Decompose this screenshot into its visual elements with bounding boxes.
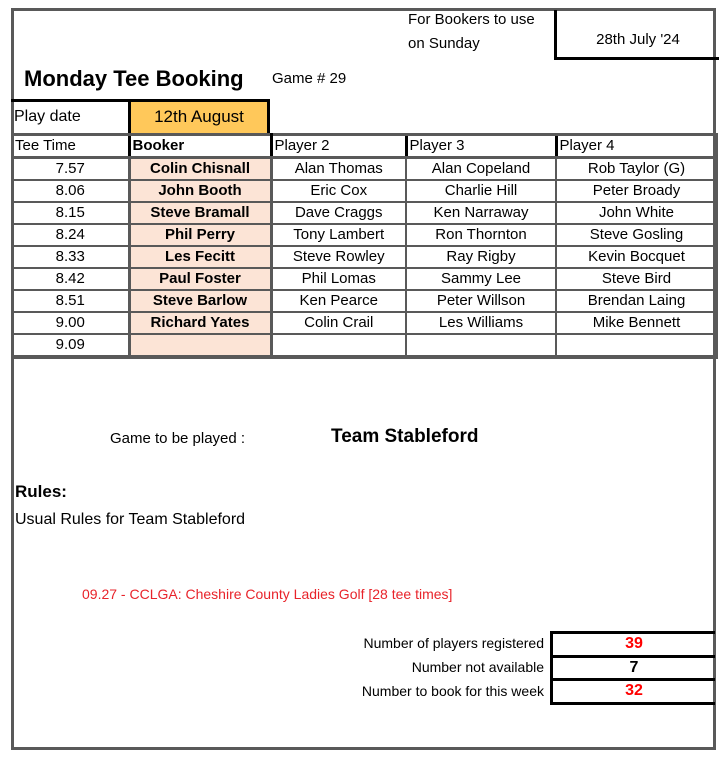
table-row xyxy=(12,268,717,290)
tee-booking-table xyxy=(11,133,718,359)
player-2-cell[interactable]: Dave Craggs xyxy=(271,202,406,224)
player-3-cell[interactable]: Ray Rigby xyxy=(406,246,556,268)
player-4-cell[interactable]: John White xyxy=(556,202,717,224)
player-3-cell[interactable] xyxy=(406,334,556,357)
table-row xyxy=(12,312,717,334)
player-2-cell[interactable]: Phil Lomas xyxy=(271,268,406,290)
header-booker: Booker xyxy=(129,135,271,158)
player-2-cell[interactable]: Tony Lambert xyxy=(271,224,406,246)
booker-cell[interactable]: Les Fecitt xyxy=(129,246,271,268)
booker-cell[interactable]: John Booth xyxy=(129,180,271,202)
tee-time-cell[interactable]: 8.51 xyxy=(12,290,129,312)
table-row xyxy=(12,334,717,357)
stats-block xyxy=(300,631,719,703)
rules-text: Usual Rules for Team Stableford xyxy=(15,511,246,528)
game-value: Team Stableford xyxy=(331,426,479,447)
player-2-cell[interactable]: Steve Rowley xyxy=(271,246,406,268)
header-player-4: Player 4 xyxy=(556,135,717,158)
player-4-cell[interactable]: Brendan Laing xyxy=(556,290,717,312)
notice-text: 09.27 - CCLGA: Cheshire County Ladies Golf [28 tee times] xyxy=(82,586,453,602)
stat-row xyxy=(300,631,719,655)
booker-cell[interactable] xyxy=(129,334,271,357)
stat-label: Number to book for this week xyxy=(361,683,544,699)
booker-cell[interactable]: Richard Yates xyxy=(129,312,271,334)
tee-time-cell[interactable]: 8.24 xyxy=(12,224,129,246)
table-row xyxy=(12,202,717,224)
table-row xyxy=(12,290,717,312)
player-4-cell[interactable]: Mike Bennett xyxy=(556,312,717,334)
player-4-cell[interactable]: Steve Bird xyxy=(556,268,717,290)
player-3-cell[interactable]: Peter Willson xyxy=(406,290,556,312)
table-row xyxy=(12,180,717,202)
bookers-note xyxy=(408,8,535,56)
play-date-cell[interactable]: 12th August xyxy=(128,102,270,133)
bookers-note-line2: on Sunday xyxy=(408,35,480,52)
tee-time-cell[interactable]: 8.33 xyxy=(12,246,129,268)
game-number: Game # 29 xyxy=(272,70,347,87)
player-3-cell[interactable]: Ron Thornton xyxy=(406,224,556,246)
player-3-cell[interactable]: Alan Copeland xyxy=(406,158,556,181)
booker-cell[interactable]: Paul Foster xyxy=(129,268,271,290)
page-title: Monday Tee Booking xyxy=(24,66,244,91)
player-4-cell[interactable] xyxy=(556,334,717,357)
tee-time-cell[interactable]: 9.09 xyxy=(12,334,129,357)
stat-value[interactable]: 39 xyxy=(550,631,715,655)
stat-label: Number of players registered xyxy=(363,635,544,651)
table-header-row xyxy=(12,135,717,158)
player-2-cell[interactable]: Eric Cox xyxy=(271,180,406,202)
stat-row xyxy=(300,655,719,679)
header-tee-time: Tee Time xyxy=(12,135,129,158)
stat-value[interactable]: 32 xyxy=(550,678,715,705)
stat-label: Number not available xyxy=(411,659,544,675)
player-4-cell[interactable]: Steve Gosling xyxy=(556,224,717,246)
booker-cell[interactable]: Colin Chisnall xyxy=(129,158,271,181)
booker-cell[interactable]: Phil Perry xyxy=(129,224,271,246)
header-player-2: Player 2 xyxy=(271,135,406,158)
stat-value[interactable]: 7 xyxy=(550,655,715,679)
header-player-3: Player 3 xyxy=(406,135,556,158)
play-date-label: Play date xyxy=(14,108,81,125)
play-date-row xyxy=(11,99,270,133)
player-3-cell[interactable]: Charlie Hill xyxy=(406,180,556,202)
bookers-date-cell[interactable]: 28th July '24 xyxy=(554,10,719,60)
game-label: Game to be played : xyxy=(110,430,246,447)
player-4-cell[interactable]: Peter Broady xyxy=(556,180,717,202)
player-2-cell[interactable]: Ken Pearce xyxy=(271,290,406,312)
player-3-cell[interactable]: Ken Narraway xyxy=(406,202,556,224)
player-4-cell[interactable]: Kevin Bocquet xyxy=(556,246,717,268)
tee-time-cell[interactable]: 7.57 xyxy=(12,158,129,181)
player-3-cell[interactable]: Les Williams xyxy=(406,312,556,334)
stat-row xyxy=(300,679,719,703)
tee-time-cell[interactable]: 8.06 xyxy=(12,180,129,202)
rules-heading: Rules: xyxy=(15,482,67,501)
tee-time-cell[interactable]: 8.15 xyxy=(12,202,129,224)
player-2-cell[interactable] xyxy=(271,334,406,357)
player-4-cell[interactable]: Rob Taylor (G) xyxy=(556,158,717,181)
bookers-note-line1: For Bookers to use xyxy=(408,11,535,28)
booker-cell[interactable]: Steve Bramall xyxy=(129,202,271,224)
player-2-cell[interactable]: Alan Thomas xyxy=(271,158,406,181)
player-3-cell[interactable]: Sammy Lee xyxy=(406,268,556,290)
tee-time-cell[interactable]: 8.42 xyxy=(12,268,129,290)
table-row xyxy=(12,246,717,268)
tee-time-cell[interactable]: 9.00 xyxy=(12,312,129,334)
table-row xyxy=(12,158,717,181)
player-2-cell[interactable]: Colin Crail xyxy=(271,312,406,334)
table-row xyxy=(12,224,717,246)
booker-cell[interactable]: Steve Barlow xyxy=(129,290,271,312)
